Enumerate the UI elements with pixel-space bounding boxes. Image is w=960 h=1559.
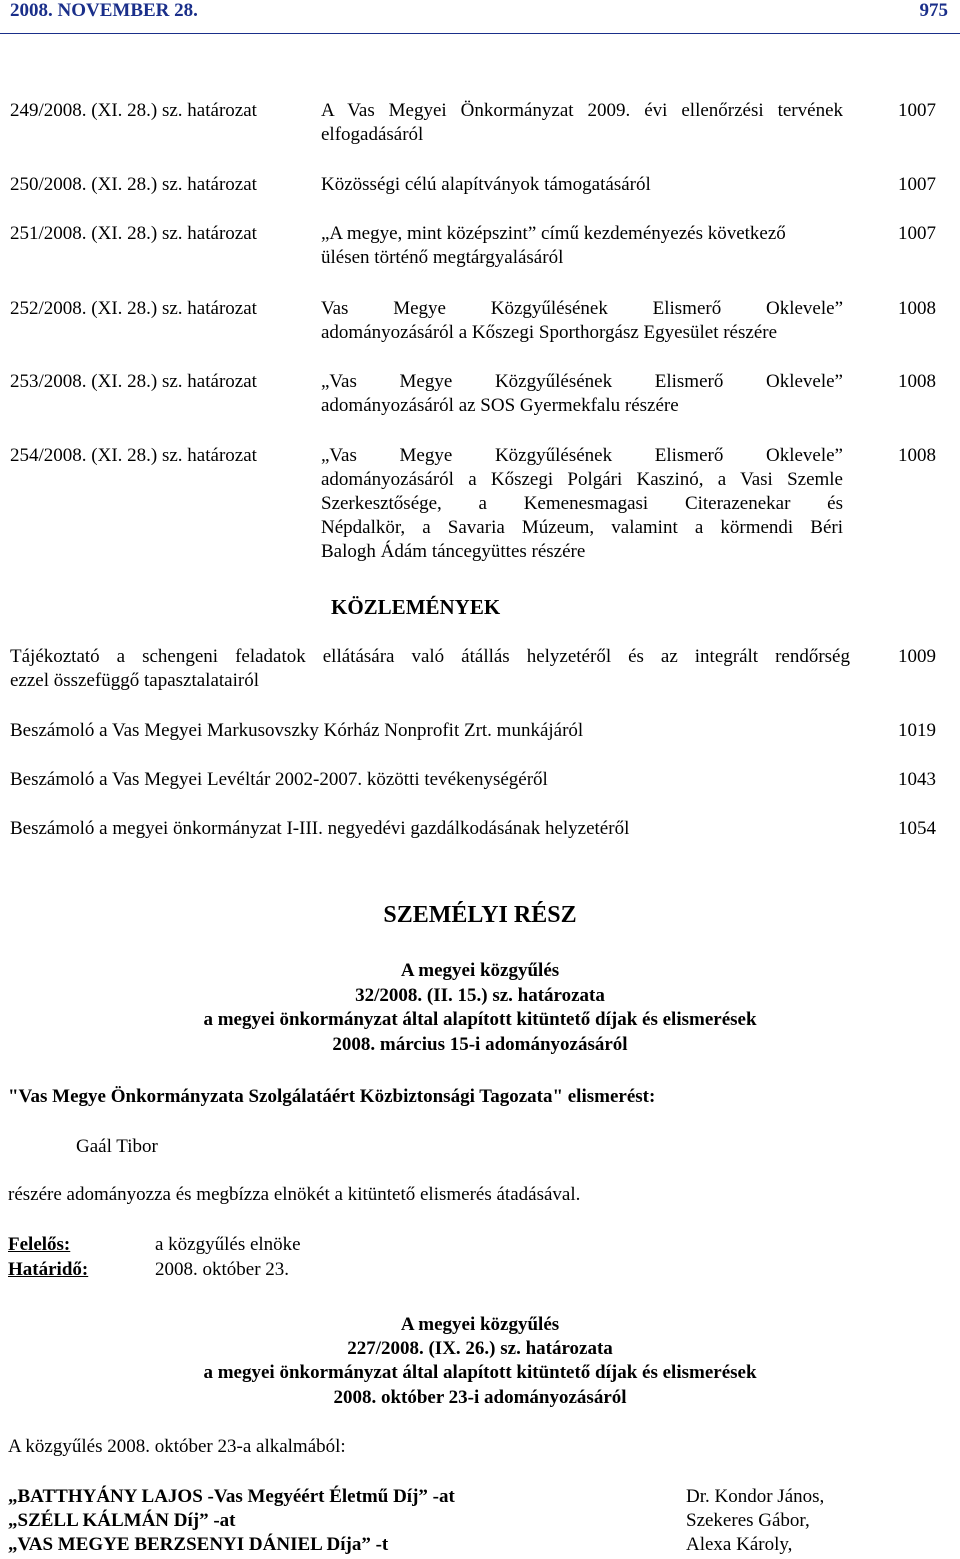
block-heading-line: 2008. október 23-i adományozásáról [333, 1387, 627, 1408]
felelos-label: Felelős: [8, 1234, 71, 1255]
block-heading-line: 227/2008. (IX. 26.) sz. határozata [347, 1338, 613, 1359]
description-line: „Vas Megye Közgyűlésének Elismerő Oklevele” [321, 445, 843, 466]
block-heading-line: a megyei önkormányzat által alapított kitüntető díjak és elismerések [203, 1009, 757, 1030]
announcement-page: 1043 [898, 769, 936, 790]
description-line: A Vas Megyei Önkormányzat 2009. évi ellenőrzési tervének [321, 100, 843, 121]
resolution-ref: 250/2008. (XI. 28.) sz. határozat [10, 174, 257, 195]
resolution-ref: 252/2008. (XI. 28.) sz. határozat [10, 298, 257, 319]
award-name: „VAS MEGYE BERZSENYI DÁNIEL Díja” -t [8, 1534, 389, 1555]
block-heading-line: A megyei közgyűlés [400, 960, 560, 981]
resolution-page: 1007 [898, 100, 936, 121]
hatarido-label: Határidő: [8, 1259, 89, 1280]
announcement-page: 1019 [898, 720, 936, 741]
description-line: adományozásáról a Kőszegi Sporthorgász Egyesület részére [321, 322, 778, 343]
award-name: „BATTHYÁNY LAJOS -Vas Megyéért Életmű Díj” -at [8, 1486, 455, 1507]
resolution-page: 1007 [898, 174, 936, 195]
resolution-description [321, 173, 843, 197]
announcement-line: Beszámoló a Vas Megyei Markusovszky Kórház Nonprofit Zrt. munkájáról [10, 720, 584, 741]
award-recipient: Alexa Károly, [686, 1534, 793, 1555]
award-recipient: Szekeres Gábor, [686, 1510, 810, 1531]
description-line: Népdalkör, a Savaria Múzeum, valamint a körmendi Béri [321, 517, 843, 538]
szemelyi-title: SZEMÉLYI RÉSZ [383, 902, 577, 928]
description-line: Szerkesztősége, a Kemenesmagasi Citerazenekar és [321, 493, 843, 514]
description-line: Közösségi célú alapítványok támogatásáról [321, 174, 651, 195]
description-line: Balogh Ádám táncegyüttes részére [321, 541, 586, 562]
resolution-page: 1008 [898, 298, 936, 319]
description-line: „A megye, mint középszint” című kezdeményezés következő [321, 223, 786, 244]
award-recipient: Gaál Tibor [76, 1136, 158, 1157]
announcement-page: 1054 [898, 818, 936, 839]
hatarido-value: 2008. október 23. [155, 1259, 290, 1280]
announcement-text [10, 645, 850, 693]
resolution-description [321, 99, 843, 147]
block-heading-line: A megyei közgyűlés [400, 1314, 560, 1335]
award-title: "Vas Megye Önkormányzata Szolgálatáért Közbiztonsági Tagozata" elismerést: [8, 1086, 656, 1107]
block-heading-line: 32/2008. (II. 15.) sz. határozata [355, 985, 605, 1006]
description-line: Vas Megye Közgyűlésének Elismerő Oklevele” [321, 298, 843, 319]
announcement-line: ezzel összefüggő tapasztalatairól [10, 670, 259, 691]
resolution-ref: 249/2008. (XI. 28.) sz. határozat [10, 100, 257, 121]
intro-text: A közgyűlés 2008. október 23-a alkalmából: [8, 1436, 346, 1457]
announcement-line: Beszámoló a megyei önkormányzat I-III. negyedévi gazdálkodásának helyzetéről [10, 818, 630, 839]
description-line: ülésen történő megtárgyalásáról [321, 247, 564, 268]
resolution-page: 1008 [898, 371, 936, 392]
resolution-page: 1007 [898, 223, 936, 244]
description-line: „Vas Megye Közgyűlésének Elismerő Oklevele” [321, 371, 843, 392]
header-page-number: 975 [919, 0, 948, 21]
award-name: „SZÉLL KÁLMÁN Díj” -at [8, 1510, 236, 1531]
description-line: elfogadásáról [321, 124, 424, 145]
resolution-ref: 253/2008. (XI. 28.) sz. határozat [10, 371, 257, 392]
header-date: 2008. NOVEMBER 28. [10, 0, 198, 21]
resolution-description [321, 370, 843, 418]
award-recipient: Dr. Kondor János, [686, 1486, 825, 1507]
block-heading-line: a megyei önkormányzat által alapított kitüntető díjak és elismerések [203, 1362, 757, 1383]
announcement-page: 1009 [898, 646, 936, 667]
description-line: adományozásáról a Kőszegi Polgári Kaszinó, a Vasi Szemle [321, 469, 843, 490]
resolution-ref: 254/2008. (XI. 28.) sz. határozat [10, 445, 257, 466]
resolution-description [321, 297, 843, 345]
block-heading-line: 2008. március 15-i adományozásáról [332, 1034, 628, 1055]
closing-text: részére adományozza és megbízza elnökét a kitüntető elismerés átadásával. [8, 1184, 581, 1205]
description-line: adományozásáról az SOS Gyermekfalu részére [321, 395, 679, 416]
resolution-description [321, 222, 843, 270]
resolution-description [321, 444, 843, 564]
header-rule [0, 33, 960, 34]
resolution-page: 1008 [898, 445, 936, 466]
announcement-line: Tájékoztató a schengeni feladatok ellátására való átállás helyzetéről és az integrált rendőrség [10, 646, 850, 667]
felelos-value: a közgyűlés elnöke [155, 1234, 301, 1255]
announcement-line: Beszámoló a Vas Megyei Levéltár 2002-2007. közötti tevékenységéről [10, 769, 548, 790]
resolution-ref: 251/2008. (XI. 28.) sz. határozat [10, 223, 257, 244]
page-header [0, 0, 960, 36]
kozlemenyek-title: KÖZLEMÉNYEK [331, 595, 501, 619]
